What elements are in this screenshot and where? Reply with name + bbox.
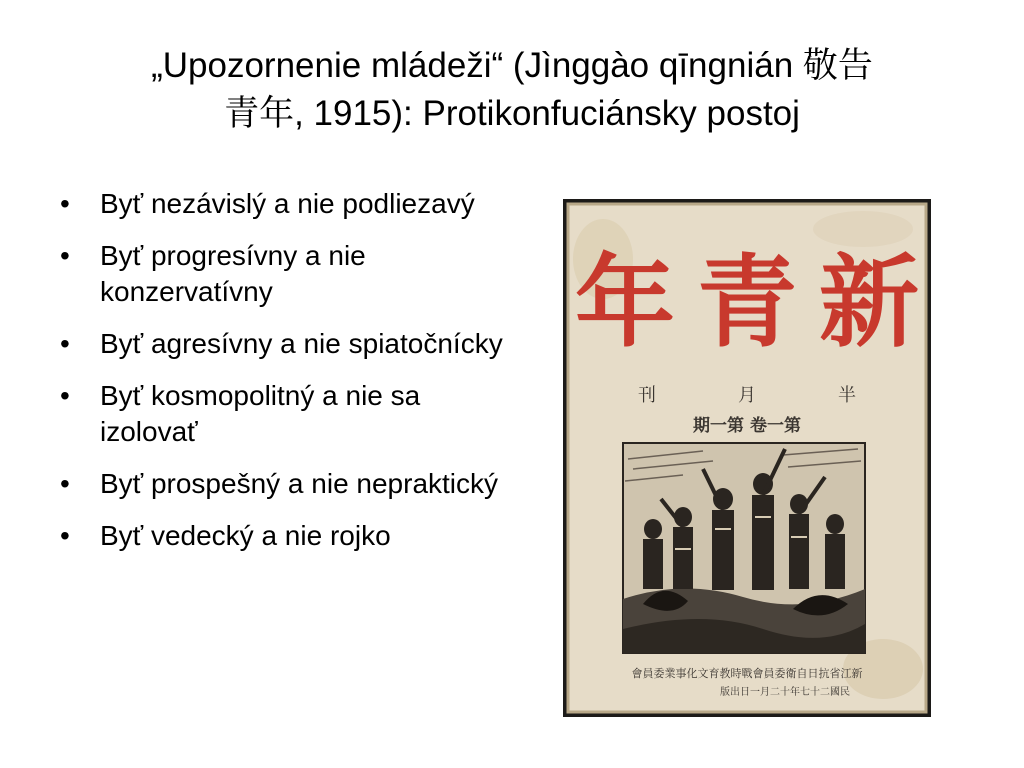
bullet-text: Byť kosmopolitný a nie sa izolovať (100, 380, 421, 447)
bullet-item (60, 238, 510, 310)
bullet-dot-icon: • (60, 240, 70, 271)
magazine-cover-image (563, 199, 931, 717)
bullet-dot-icon: • (60, 328, 70, 359)
date-line: 版出日一月二十年七十二國民 (720, 687, 850, 698)
issue-line: 期一第 卷一第 (693, 416, 801, 436)
title-line-1: „Upozornenie mládeži“ (Jìnggào qīngnián 敬告 (151, 46, 873, 85)
bullet-dot-icon: • (60, 380, 70, 411)
bullet-text: Byť progresívny a nie konzervatívny (100, 240, 366, 307)
bullet-item (60, 186, 510, 222)
bullet-list (60, 186, 510, 570)
frequency-char: 半 (838, 385, 856, 406)
bullet-text: Byť agresívny a nie spiatočnícky (100, 328, 503, 359)
bullet-item (60, 466, 510, 502)
bullet-item (60, 378, 510, 450)
bullet-item (60, 518, 510, 554)
bullet-dot-icon: • (60, 520, 70, 551)
frequency-char: 月 (738, 385, 756, 406)
bullet-dot-icon: • (60, 188, 70, 219)
bullet-text: Byť vedecký a nie rojko (100, 520, 391, 551)
bullet-text: Byť prospešný a nie nepraktický (100, 468, 499, 499)
cover-illustration (563, 199, 931, 717)
bullet-item (60, 326, 510, 362)
frequency-char: 刊 (638, 385, 656, 406)
bullet-text: Byť nezávislý a nie podliezavý (100, 188, 475, 219)
title-line-2: 青年, 1915): Protikonfuciánsky postoj (224, 94, 800, 133)
masthead-char: 青 (697, 243, 797, 361)
slide-title (40, 42, 984, 138)
masthead-char: 年 (575, 243, 675, 361)
woodcut-scene (623, 443, 865, 653)
publisher-line: 會員委業事化文育教時戰會員委衛自日抗省江新 (631, 667, 863, 680)
bullet-dot-icon: • (60, 468, 70, 499)
masthead-char: 新 (819, 243, 919, 361)
